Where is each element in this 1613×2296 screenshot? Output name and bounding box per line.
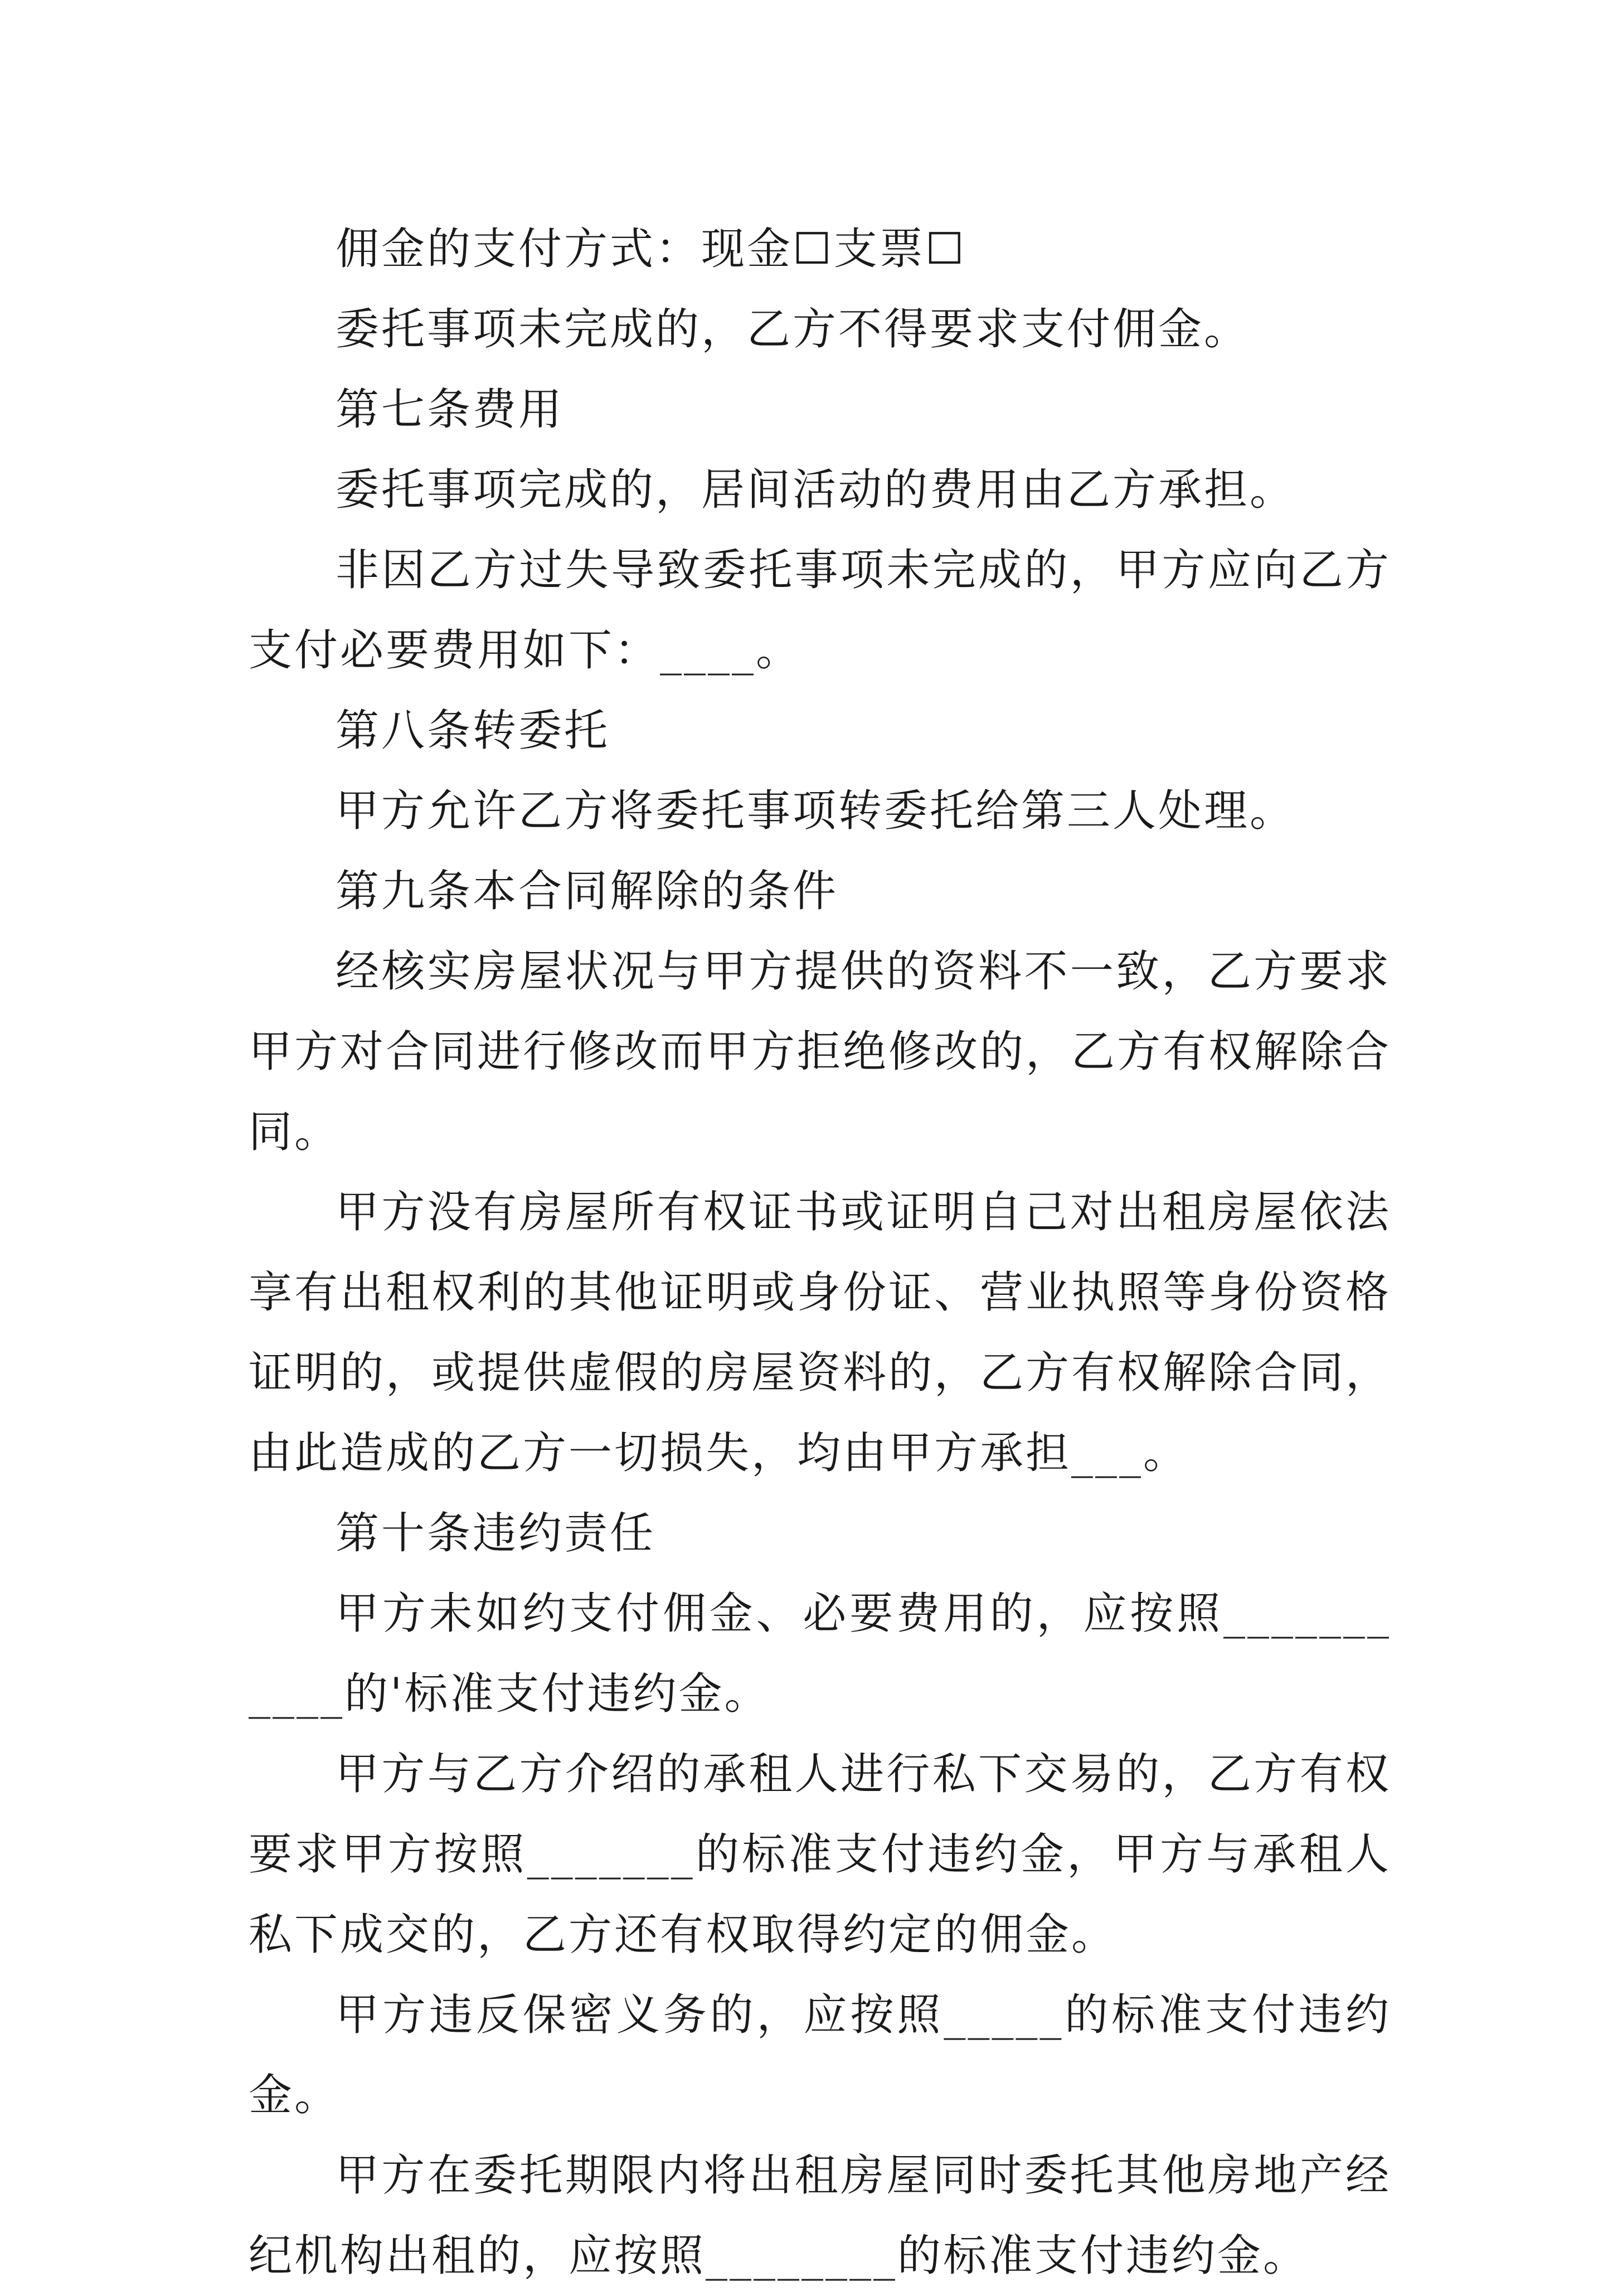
paragraph-commission-payment-method: 佣金的支付方式：现金☐支票☐ (336, 224, 966, 274)
paragraph-commission-unfinished: 委托事项未完成的，乙方不得要求支付佣金。 (336, 304, 1250, 355)
document-body (249, 209, 1391, 2296)
paragraph-fees-not-completed: 非因乙方过失导致委托事项未完成的，甲方应向乙方支付必要费用如下：____。 (249, 545, 1391, 676)
heading-article-7-fees: 第七条费用 (336, 385, 565, 435)
paragraph-subcontract-allowed: 甲方允许乙方将委托事项转委托给第三人处理。 (336, 786, 1296, 836)
heading-article-9-termination: 第九条本合同解除的条件 (336, 866, 839, 916)
paragraph-fees-completed: 委托事项完成的，居间活动的费用由乙方承担。 (336, 465, 1296, 515)
paragraph-liability-private-deal: 甲方与乙方介绍的承租人进行私下交易的，乙方有权要求甲方按照_______的标准支付违约金，甲方与承租人私下成交的，乙方还有权取得约定的佣金。 (249, 1749, 1391, 1960)
heading-article-10-liability: 第十条违约责任 (336, 1508, 656, 1559)
paragraph-liability-confidentiality: 甲方违反保密义务的，应按照_____的标准支付违约金。 (249, 1990, 1391, 2120)
heading-article-8-subcontract: 第八条转委托 (336, 706, 610, 756)
paragraph-liability-other-agency: 甲方在委托期限内将出租房屋同时委托其他房地产经纪机构出租的，应按照________的标准支付违约金。 (249, 2151, 1391, 2281)
paragraph-liability-unpaid-commission: 甲方未如约支付佣金、必要费用的，应按照___________的'标准支付违约金。 (249, 1589, 1391, 1719)
paragraph-termination-no-certificate: 甲方没有房屋所有权证书或证明自己对出租房屋依法享有出租权利的其他证明或身份证、营业执照等身份资格证明的，或提供虚假的房屋资料的，乙方有权解除合同，由此造成的乙方一切损失，均由甲方承担___。 (249, 1187, 1392, 1478)
paragraph-termination-mismatch: 经核实房屋状况与甲方提供的资料不一致，乙方要求甲方对合同进行修改而甲方拒绝修改的，乙方有权解除合同。 (249, 946, 1392, 1157)
